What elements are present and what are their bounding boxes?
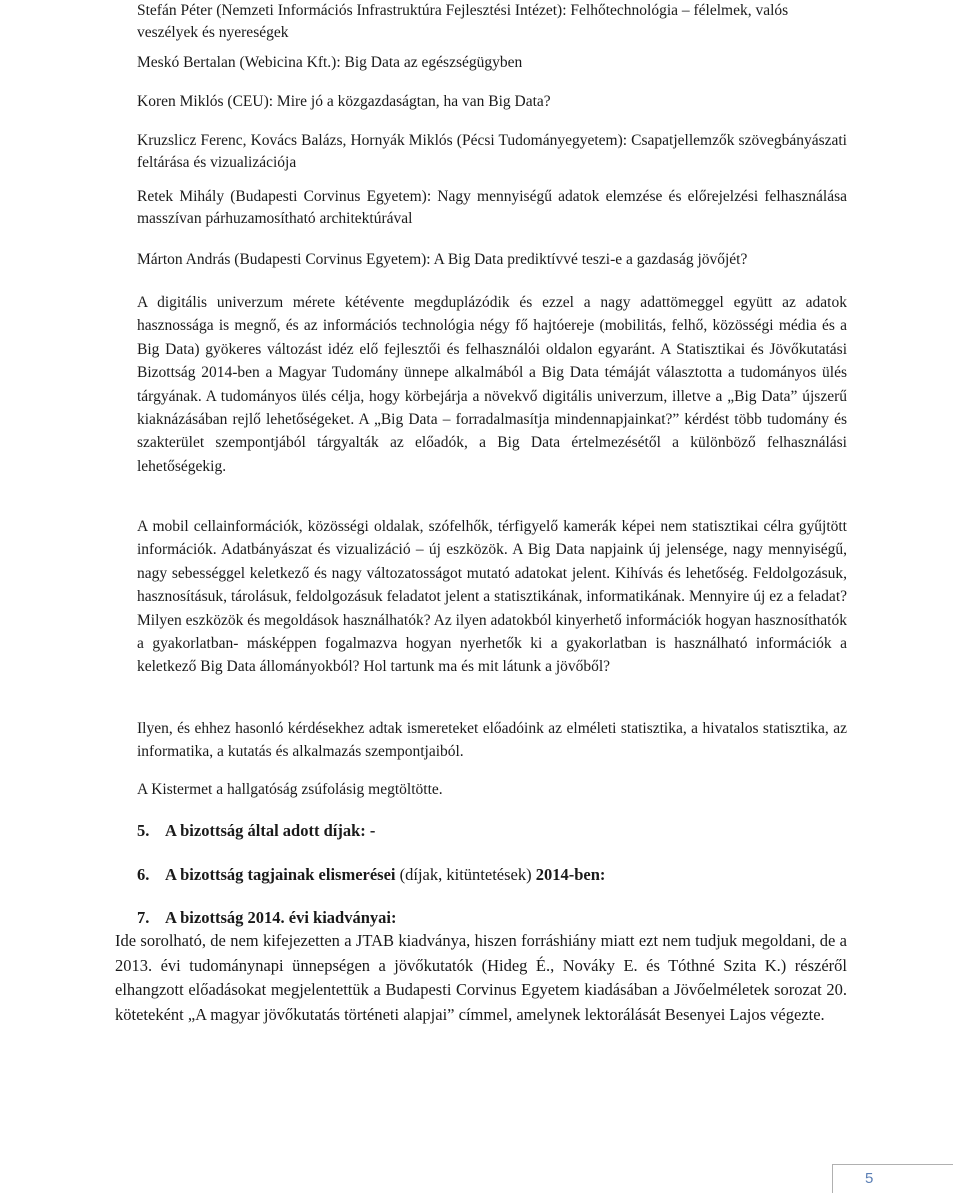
heading-text: A bizottság tagjainak elismerései	[165, 865, 396, 884]
talk-entry: Kruzslicz Ferenc, Kovács Balázs, Hornyák Miklós (Pécsi Tudományegyetem): Csapatjellemzők szövegbányászati feltárása és vizualizációja	[137, 132, 847, 171]
heading-text: A bizottság 2014. évi kiadványai:	[165, 908, 397, 927]
section-heading	[137, 820, 375, 842]
heading-number: 7.	[137, 908, 150, 927]
heading-number: 5.	[137, 821, 150, 840]
talk-entry: Retek Mihály (Budapesti Corvinus Egyetem): Nagy mennyiségű adatok elemzése és előrejelzési felhasználása masszívan párhuzamosítható architektúrával	[137, 188, 847, 227]
section-heading	[137, 907, 396, 929]
talk-entry: Stefán Péter (Nemzeti Információs Infrastruktúra Fejlesztési Intézet): Felhőtechnológia – félelmek, valós veszélyek és nyereségek	[137, 2, 789, 41]
body-paragraph: Ilyen, és ehhez hasonló kérdésekhez adtak ismereteket előadóink az elméleti statisztika, a hivatalos statisztika, az informatika, a kutatás és alkalmazás szempontjaiból.	[137, 720, 847, 761]
body-paragraph: A digitális univerzum mérete kétévente megduplázódik és ezzel a nagy adattömeggel együtt az adatok hasznossága is megnő, és az információs technológia négy fő hajtóereje (mobilitás, felhő, közösségi média és a Big Data) gyökeres változást idéz elő fejlesztői és felhasználói oldalon egyaránt. A Statisztikai és Jövőkutatási Bizottság 2014-ben a Magyar Tudomány ünnepe alkalmából a Big Data témáját választotta a tudományos ülés tárgyának. A tudományos ülés célja, hogy körbejárja a növekvő digitális univerzum, illetve a „Big Data” újszerű kiaknázásában rejlő lehetőségeket. A „Big Data – forradalmasítja mindennapjainkat?” kérdést több tudomány és szakterület szempontjából tárgyalták az előadók, a Big Data értelmezésétől a különböző felhasználási lehetőségekig.	[137, 294, 847, 475]
heading-tail: 2014-ben:	[535, 865, 606, 884]
talk-entry: Meskó Bertalan (Webicina Kft.): Big Data az egészségügyben	[137, 54, 523, 71]
talk-entry: Koren Miklós (CEU): Mire jó a közgazdaságtan, ha van Big Data?	[137, 93, 551, 110]
heading-rest: (díjak, kitüntetések)	[395, 865, 536, 884]
talk-entry: Márton András (Budapesti Corvinus Egyetem): A Big Data prediktívvé teszi-e a gazdaság jövőjét?	[137, 251, 748, 268]
body-paragraph: Ide sorolható, de nem kifejezetten a JTAB kiadványa, hiszen forráshiány miatt ezt nem tudjuk megoldani, de a 2013. évi tudománynapi ünnepségen a jövőkutatók (Hideg É., Nováky E. és Tóthné Szita K.) részéről elhangzott előadásokat megjelentettük a Budapesti Corvinus Egyetem kiadásában a Jövőelméletek sorozat 20. köteteként „A magyar jövőkutatás történeti alapjai” címmel, amelynek lektorálását Besenyei Lajos végezte.	[115, 931, 847, 1024]
section-heading	[137, 864, 605, 886]
page-number-box	[832, 1164, 953, 1193]
heading-text: A bizottság által adott díjak: -	[165, 821, 376, 840]
heading-number: 6.	[137, 865, 150, 884]
body-paragraph: A Kistermet a hallgatóság zsúfolásig megtöltötte.	[137, 781, 443, 798]
body-paragraph: A mobil cellainformációk, közösségi oldalak, szófelhők, térfigyelő kamerák képei nem statisztikai célra gyűjtött információk. Adatbányászat és vizualizáció – új eszközök. A Big Data napjaink új jelensége, nagy mennyiségű, nagy sebességgel keletkező és nagy változatosságot mutató adatokat jelent. Kihívás és lehetőség. Feldolgozásuk, hasznosításuk, tárolásuk, feldolgozásuk feladatot jelent a statisztikának, informatikának. Mennyire új ez a feladat? Milyen eszközök és megoldások használhatók? Az ilyen adatokból kinyerhető információk hogyan hasznosíthatók a gyakorlatban- másképpen fogalmazva hogyan nyerhetők ki a gyakorlatban is használható információk a keletkező Big Data állományokból? Hol tartunk ma és mit látunk a jövőből?	[137, 518, 847, 676]
page-number: 5	[865, 1170, 874, 1187]
